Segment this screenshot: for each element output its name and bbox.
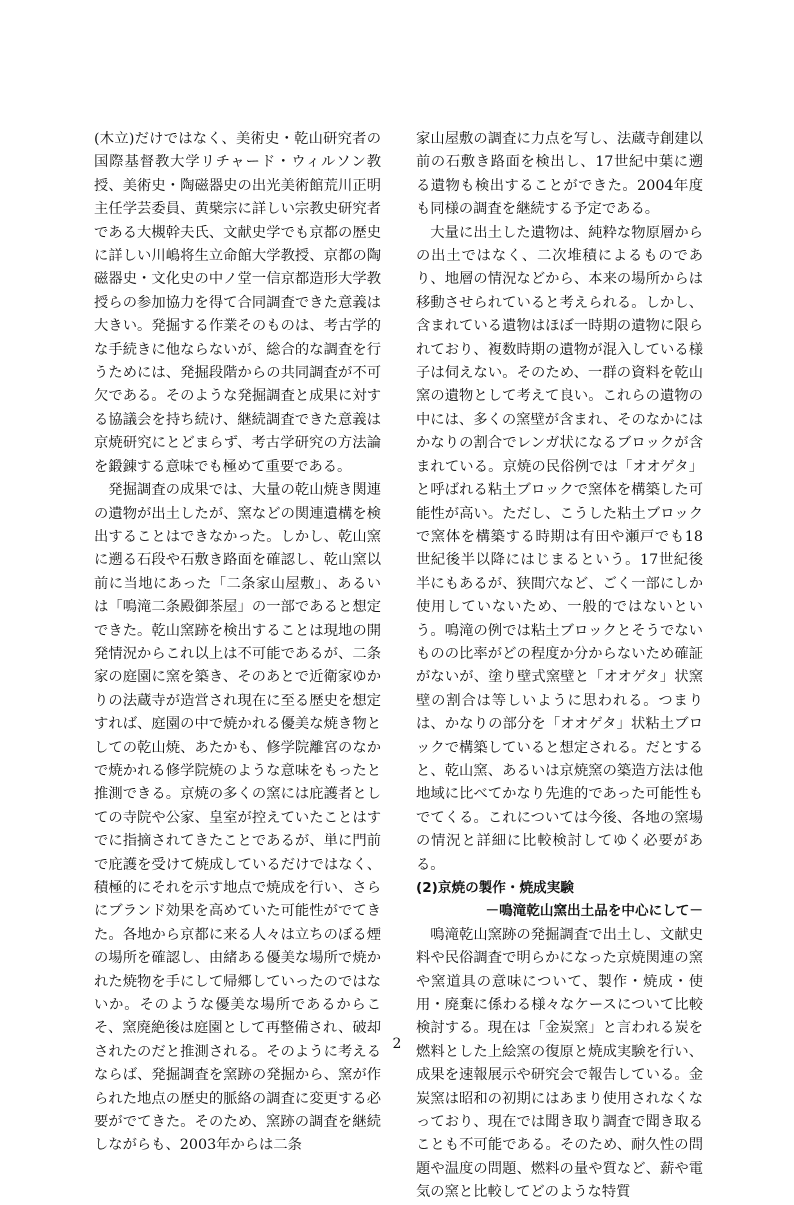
section-subheading: －鳴滝乾山窯出土品を中心にして－: [485, 903, 703, 920]
right-paragraph-1: 家山屋敷の調査に力点を写し、法蔵寺創建以前の石敷き路面を検出し、17世紀中葉に遡る遺物も検出することができた。2004年度も同様の調査を継続する予定である。: [416, 131, 703, 218]
left-paragraph-1: (木立)だけではなく、美術史・乾山研究者の国際基督教大学リチャード・ウィルソン教授、美術史・陶磁器史の出光美術館荒川正明主任学芸委員、黄檗宗に詳しい宗教史研究者である大槻幹夫氏、文献史学でも京都の歴史に詳しい川嶋将生立命館大学教授、京都の陶磁器史・文化史の中ノ堂一信京都造形大学教授らの参加協力を得て合同調査できた意義は大きい。発掘する作業そのものは、考古学的な手続きに他ならないが、総合的な調査を行うためには、発掘段階からの共同調査が不可欠である。そのような発掘調査と成果に対する協議会を持ち続け、継続調査できた意義は京焼研究にとどまらず、考古学研究の方法論を鍛錬する意味でも極めて重要である。: [94, 131, 381, 475]
left-paragraph-2: 発掘調査の成果では、大量の乾山焼き関連の遺物が出土したが、窯などの関連遺構を検出することはできなかった。しかし、乾山窯に遡る石段や石敷き路面を確認し、乾山窯以前に当地にあった「二条家山屋敷」、あるいは「鳴滝二条殿御茶屋」の一部であると想定できた。乾山窯跡を検出することは現地の開発情況からこれ以上は不可能であるが、二条家の庭園に窯を築き、そのあとで近衛家ゆかりの法蔵寺が造営され現在に至る歴史を想定すれば、庭園の中で焼かれる優美な焼き物としての乾山焼、あたかも、修学院離宮のなかで焼かれる修学院焼のような意味をもったと推測できる。京焼の多くの窯には庇護者としての寺院や公家、皇室が控えていたことはすでに指摘されてきたことであるが、単に門前で庇護を受けて焼成しているだけではなく、積極的にそれを示す地点で焼成を行い、さらにブランド効果を高めていた可能性がでてきた。各地から京都に来る人々は立ちのぼる煙の場所を確認し、由緒ある優美な場所で焼かれた焼物を手にして帰郷していったのではないか。そのような優美な場所であるからこそ、窯廃絶後は庭園として再整備され、破却されたのだと推測される。そのように考えるならば、発掘調査を窯跡の発掘から、窯が作られた地点の歴史的脈絡の調査に変更する必要がでてきた。そのため、窯跡の調査を継続しながらも、2003年からは二条: [94, 482, 381, 1154]
page-number: 2: [392, 1036, 402, 1052]
right-paragraph-2: 大量に出土した遺物は、純粋な物原層からの出土ではなく、二次堆積によるものであり、地層の情況などから、本来の場所からは移動させられていると考えられる。しかし、含まれている遺物はほぼ一時期の遺物に限られており、複数時期の遺物が混入している様子は伺えない。そのため、一群の資料を乾山窯の遺物として考えて良い。これらの遺物の中には、多くの窯壁が含まれ、そのなかにはかなりの割合でレンガ状になるブロックが含まれている。京焼の民俗例では「オオゲタ」と呼ばれる粘土ブロックで窯体を構築した可能性が高い。ただし、こうした粘土ブロックで窯体を構築する時期は有田や瀬戸でも18世紀後半以降にはじまるという。17世紀後半にもあるが、狭間穴など、ごく一部にしか使用していないため、一般的ではないという。鳴滝の例では粘土ブロックとそうでないものの比率がどの程度か分からないため確証がないが、塗り壁式窯壁と「オオゲタ」状窯壁の割合は等しいように思われる。つまりは、かなりの部分を「オオゲタ」状粘土ブロックで構築していると想定される。だとすると、乾山窯、あるいは京焼窯の築造方法は他地域に比べてかなり先進的であった可能性もでてくる。これについては今後、各地の窯場の情況と詳細に比較検討してゆく必要がある。: [416, 224, 703, 873]
section-heading: (2)京焼の製作・焼成実験: [416, 880, 574, 896]
right-paragraph-3: 鳴滝乾山窯跡の発掘調査で出土し、文献史料や民俗調査で明らかになった京焼関連の窯や窯道具の意味について、製作・焼成・使用・廃棄に係わる様々なケースについて比較検討する。現在は「金炭窯」と言われる炭を燃料とした上絵窯の復原と焼成実験を行い、成果を速報展示や研究会で報告している。金炭窯は昭和の初期にはあまり使用されなくなっており、現在では聞き取り調査で聞き取ることも不可能である。そのため、耐久性の問題や温度の問題、燃料の量や質など、薪や電気の窯と比較してどのような特質: [416, 926, 703, 1201]
left-column: [94, 128, 381, 1158]
